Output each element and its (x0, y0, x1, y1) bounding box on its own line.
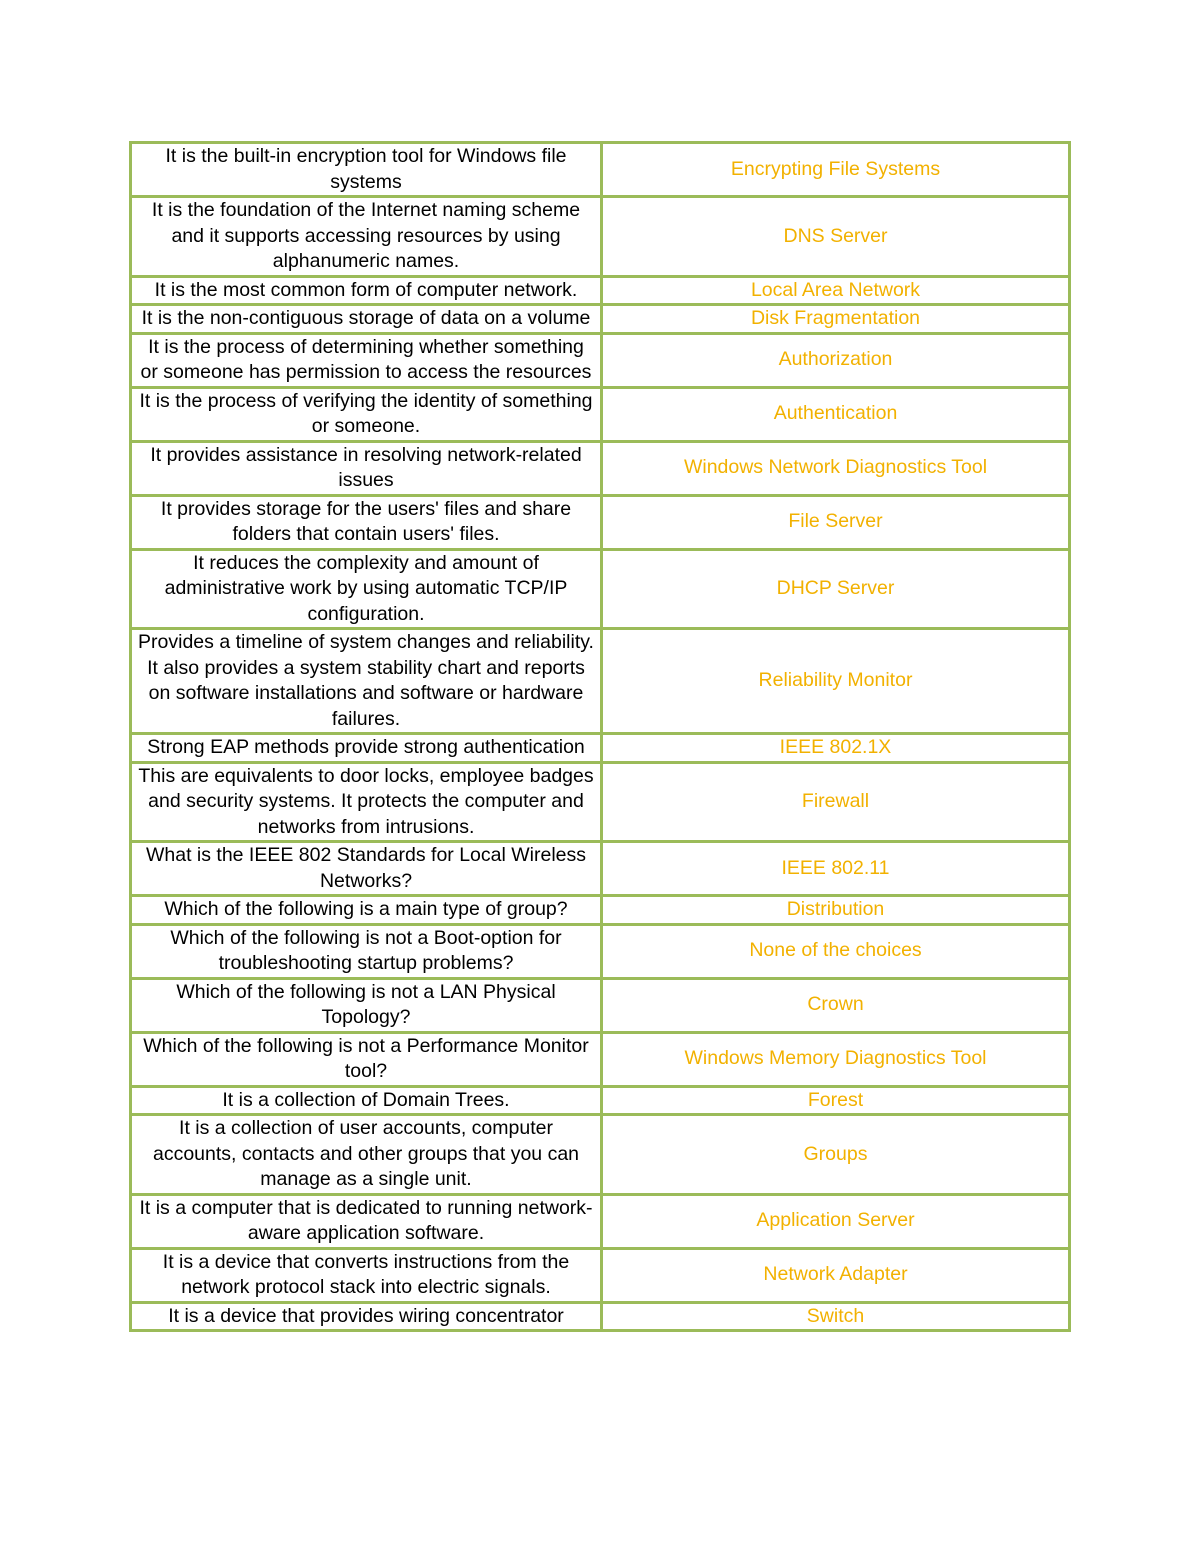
table-row (131, 305, 1070, 334)
answer-cell: DHCP Server (602, 549, 1070, 629)
question-cell: It reduces the complexity and amount of administrative work by using automatic TCP/IP configuration. (131, 549, 602, 629)
question-cell: Which of the following is not a Boot-option for troubleshooting startup problems? (131, 924, 602, 978)
answer-cell: Distribution (602, 896, 1070, 925)
question-cell: It is the non-contiguous storage of data on a volume (131, 305, 602, 334)
table-row (131, 495, 1070, 549)
answer-cell: Windows Memory Diagnostics Tool (602, 1032, 1070, 1086)
answer-cell: IEEE 802.11 (602, 842, 1070, 896)
table-row (131, 629, 1070, 734)
table-row (131, 978, 1070, 1032)
table-row (131, 276, 1070, 305)
question-cell: Provides a timeline of system changes and reliability. It also provides a system stability chart and reports on software installations and software or hardware failures. (131, 629, 602, 734)
table-row (131, 441, 1070, 495)
answer-cell: Local Area Network (602, 276, 1070, 305)
question-cell: This are equivalents to door locks, employee badges and security systems. It protects the computer and networks from intrusions. (131, 762, 602, 842)
question-cell: It is a computer that is dedicated to running network-aware application software. (131, 1194, 602, 1248)
table-row (131, 842, 1070, 896)
question-cell: It is the foundation of the Internet naming scheme and it supports accessing resources by using alphanumeric names. (131, 197, 602, 277)
table-row (131, 143, 1070, 197)
table-row (131, 1032, 1070, 1086)
answer-cell: None of the choices (602, 924, 1070, 978)
question-cell: Which of the following is not a LAN Physical Topology? (131, 978, 602, 1032)
question-cell: It is the process of verifying the identity of something or someone. (131, 387, 602, 441)
question-cell: It is the most common form of computer network. (131, 276, 602, 305)
table-row (131, 387, 1070, 441)
question-cell: It is a collection of Domain Trees. (131, 1086, 602, 1115)
question-cell: It is a collection of user accounts, computer accounts, contacts and other groups that you can manage as a single unit. (131, 1115, 602, 1195)
table-row (131, 333, 1070, 387)
question-cell: Which of the following is a main type of group? (131, 896, 602, 925)
table-row (131, 734, 1070, 763)
answer-cell: IEEE 802.1X (602, 734, 1070, 763)
answer-cell: File Server (602, 495, 1070, 549)
question-cell: It provides storage for the users' files and share folders that contain users' files. (131, 495, 602, 549)
table-row (131, 1248, 1070, 1302)
question-cell: It is a device that provides wiring concentrator (131, 1302, 602, 1331)
answer-cell: Network Adapter (602, 1248, 1070, 1302)
table-row (131, 1194, 1070, 1248)
answer-cell: Forest (602, 1086, 1070, 1115)
table-row (131, 896, 1070, 925)
answer-cell: Reliability Monitor (602, 629, 1070, 734)
answer-cell: Disk Fragmentation (602, 305, 1070, 334)
question-cell: It is the built-in encryption tool for Windows file systems (131, 143, 602, 197)
table-row (131, 1086, 1070, 1115)
answer-cell: Authorization (602, 333, 1070, 387)
answer-cell: Application Server (602, 1194, 1070, 1248)
table-row (131, 1302, 1070, 1331)
table-row (131, 1115, 1070, 1195)
question-cell: It provides assistance in resolving network-related issues (131, 441, 602, 495)
table-row (131, 762, 1070, 842)
qa-table-body (131, 143, 1070, 1331)
table-row (131, 197, 1070, 277)
table-row (131, 549, 1070, 629)
question-cell: Which of the following is not a Performance Monitor tool? (131, 1032, 602, 1086)
answer-cell: DNS Server (602, 197, 1070, 277)
answer-cell: Groups (602, 1115, 1070, 1195)
question-cell: Strong EAP methods provide strong authentication (131, 734, 602, 763)
question-cell: It is a device that converts instructions from the network protocol stack into electric signals. (131, 1248, 602, 1302)
answer-cell: Encrypting File Systems (602, 143, 1070, 197)
question-cell: It is the process of determining whether something or someone has permission to access the resources (131, 333, 602, 387)
table-row (131, 924, 1070, 978)
qa-table (129, 141, 1071, 1332)
answer-cell: Windows Network Diagnostics Tool (602, 441, 1070, 495)
answer-cell: Crown (602, 978, 1070, 1032)
answer-cell: Firewall (602, 762, 1070, 842)
question-cell: What is the IEEE 802 Standards for Local Wireless Networks? (131, 842, 602, 896)
answer-cell: Switch (602, 1302, 1070, 1331)
answer-cell: Authentication (602, 387, 1070, 441)
